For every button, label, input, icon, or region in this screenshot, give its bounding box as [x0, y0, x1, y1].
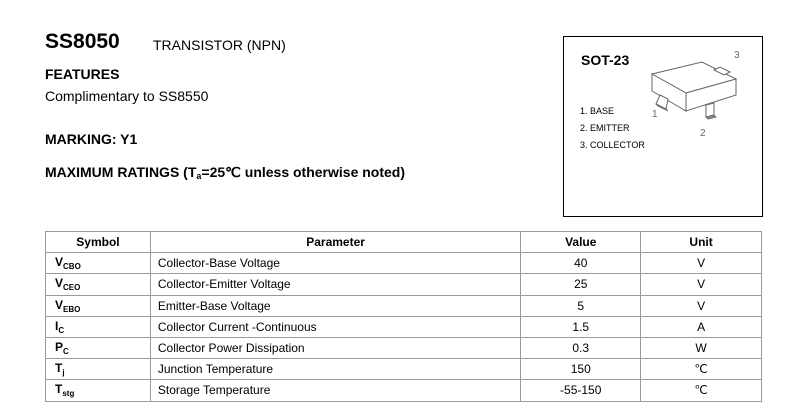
max-ratings-subscript: a — [196, 171, 202, 181]
value-cell: 5 — [521, 295, 641, 316]
table-row — [46, 295, 762, 316]
table-row — [46, 274, 762, 295]
device-type: TRANSISTOR (NPN) — [153, 37, 286, 53]
parameter-cell: Collector-Base Voltage — [150, 253, 520, 274]
value-cell: 0.3 — [521, 337, 641, 358]
pin-label-emitter: 2. EMITTER — [580, 123, 630, 133]
symbol-letter: T — [55, 361, 63, 376]
table-row — [46, 337, 762, 358]
pin2-number: 2 — [700, 128, 706, 139]
table-row — [46, 359, 762, 380]
parameter-cell: Storage Temperature — [150, 380, 520, 401]
pin3-number: 3 — [734, 50, 740, 61]
header-parameter: Parameter — [150, 232, 520, 253]
table-row — [46, 316, 762, 337]
table-row — [46, 253, 762, 274]
symbol-subscript: EBO — [63, 304, 81, 314]
pin1-number: 1 — [652, 109, 658, 120]
unit-cell: W — [641, 337, 762, 358]
features-text: Complimentary to SS8550 — [45, 88, 209, 104]
symbol-cell — [46, 295, 151, 316]
table-header-row — [46, 232, 762, 253]
max-ratings-heading — [45, 164, 405, 181]
symbol-letter: V — [55, 276, 64, 291]
pin-label-base: 1. BASE — [580, 106, 615, 116]
parameter-cell: Emitter-Base Voltage — [150, 295, 520, 316]
max-ratings-prefix: MAXIMUM RATINGS (T — [45, 164, 197, 180]
package-name: SOT-23 — [581, 52, 630, 68]
parameter-cell: Collector Power Dissipation — [150, 337, 520, 358]
unit-cell: A — [641, 316, 762, 337]
symbol-subscript: C — [58, 325, 65, 335]
features-heading: FEATURES — [45, 66, 120, 82]
parameter-cell: Junction Temperature — [150, 359, 520, 380]
symbol-subscript: j — [62, 368, 65, 378]
symbol-letter: I — [55, 318, 59, 333]
header-value: Value — [521, 232, 641, 253]
header-symbol: Symbol — [46, 232, 151, 253]
symbol-letter: P — [55, 340, 64, 355]
value-cell: 40 — [521, 253, 641, 274]
symbol-subscript: CEO — [63, 283, 81, 293]
package-box — [563, 36, 763, 217]
symbol-cell — [46, 316, 151, 337]
symbol-cell — [46, 337, 151, 358]
marking-label: MARKING: Y1 — [45, 131, 138, 147]
part-number-title: SS8050 — [45, 30, 120, 53]
unit-cell: ℃ — [641, 359, 762, 380]
pin-label-collector: 3. COLLECTOR — [580, 140, 645, 150]
value-cell: 1.5 — [521, 316, 641, 337]
parameter-cell: Collector-Emitter Voltage — [150, 274, 520, 295]
symbol-cell — [46, 380, 151, 401]
symbol-cell — [46, 274, 151, 295]
value-cell: 150 — [521, 359, 641, 380]
symbol-cell — [46, 253, 151, 274]
symbol-letter: V — [55, 297, 64, 312]
symbol-subscript: stg — [62, 389, 75, 399]
value-cell: -55-150 — [521, 380, 641, 401]
unit-cell: ℃ — [641, 380, 762, 401]
max-ratings-suffix: =25℃ unless otherwise noted) — [201, 164, 406, 180]
symbol-subscript: C — [63, 347, 69, 357]
table-row — [46, 380, 762, 401]
header-unit: Unit — [641, 232, 762, 253]
symbol-cell — [46, 359, 151, 380]
value-cell: 25 — [521, 274, 641, 295]
max-ratings-table — [45, 231, 762, 402]
symbol-letter: T — [55, 382, 63, 397]
symbol-letter: V — [55, 255, 64, 270]
parameter-cell: Collector Current -Continuous — [150, 316, 520, 337]
symbol-subscript: CBO — [63, 262, 81, 272]
unit-cell: V — [641, 253, 762, 274]
unit-cell: V — [641, 274, 762, 295]
unit-cell: V — [641, 295, 762, 316]
